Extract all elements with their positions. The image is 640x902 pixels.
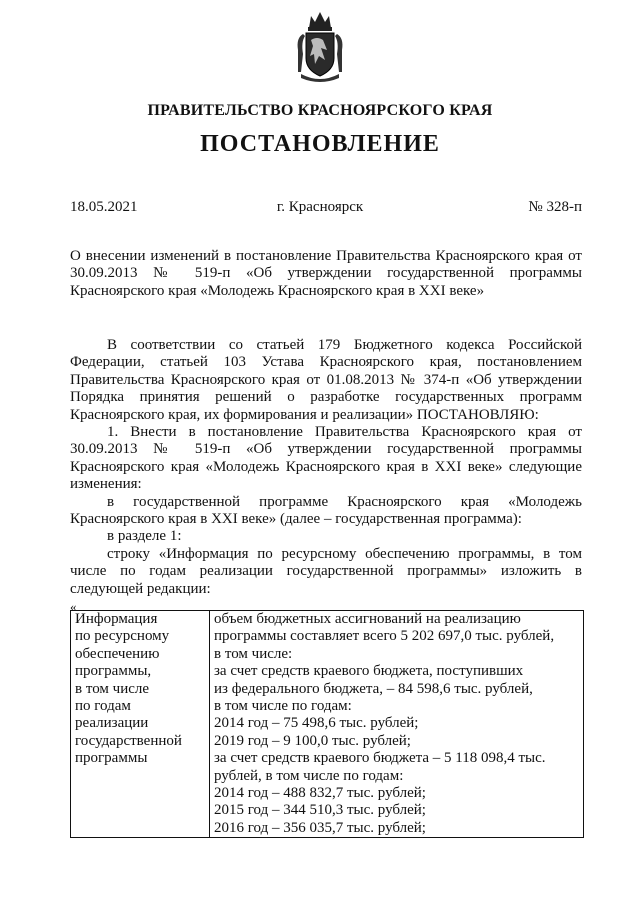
open-quote: « xyxy=(70,599,77,614)
table-cell-value xyxy=(210,611,584,838)
paragraph-program: в государственной программе Красноярского края «Молодежь Красноярского края в XXI веке» (далее – государственная программа): xyxy=(70,493,582,528)
value-line: 2016 год – 356 035,7 тыс. рублей; xyxy=(214,819,426,836)
value-line: в том числе по годам: xyxy=(214,698,352,715)
paragraph-section: в разделе 1: xyxy=(107,528,182,545)
label-line: в том числе xyxy=(75,680,150,697)
label-line: программы, xyxy=(75,663,152,680)
document-date: 18.05.2021 xyxy=(70,199,138,215)
value-line: за счет средств краевого бюджета, поступивших xyxy=(214,663,524,680)
document-city: г. Красноярск xyxy=(276,199,364,215)
document-subject: О внесении изменений в постановление Правительства Красноярского края от 30.09.2013 № 519-п «Об утверждении государственной программы Красноярского края «Молодежь Красноярского края в XXI веке» xyxy=(70,248,582,299)
label-line: Информация xyxy=(75,611,158,627)
document-type: ПОСТАНОВЛЕНИЕ xyxy=(200,131,440,157)
value-line: программы составляет всего 5 202 697,0 тыс. рублей, xyxy=(214,628,555,645)
table-row xyxy=(71,611,584,838)
organization-name: ПРАВИТЕЛЬСТВО КРАСНОЯРСКОГО КРАЯ xyxy=(147,102,493,119)
paragraph-row: строку «Информация по ресурсному обеспечению программы, в том числе по годам реализации государственной программы» изложить в следующей редакции: xyxy=(70,545,582,597)
coat-of-arms-icon xyxy=(295,10,345,84)
document-number: № 328-п xyxy=(528,199,582,215)
paragraph-preamble: В соответствии со статьей 179 Бюджетного кодекса Российской Федерации, статьей 103 Устава Красноярского края, постановлением Правительства Красноярского края от 01.08.2013 № 374-п «Об утверждении Порядка принятия решений о разработке государственных программ Красноярского края, их формирования и реализации» ПОСТАНОВЛЯЮ: xyxy=(70,337,582,423)
value-line: объем бюджетных ассигнований на реализацию xyxy=(214,611,521,627)
label-line: государственной xyxy=(75,732,182,749)
label-line: обеспечению xyxy=(75,645,160,662)
label-line: реализации xyxy=(75,715,149,732)
label-line: по ресурсному xyxy=(75,628,170,645)
resource-table xyxy=(70,610,584,838)
value-line: за счет средств краевого бюджета – 5 118 098,4 тыс. xyxy=(214,750,546,767)
label-line: по годам xyxy=(75,698,131,715)
value-line: 2014 год – 488 832,7 тыс. рублей; xyxy=(214,785,426,802)
table-cell-label xyxy=(71,611,210,838)
value-line: 2014 год – 75 498,6 тыс. рублей; xyxy=(214,715,419,732)
value-line: 2015 год – 344 510,3 тыс. рублей; xyxy=(214,802,426,819)
label-line: программы xyxy=(75,750,148,767)
value-line: в том числе: xyxy=(214,645,293,662)
value-line: рублей, в том числе по годам: xyxy=(214,767,404,784)
value-line: из федерального бюджета, – 84 598,6 тыс. рублей, xyxy=(214,680,533,697)
value-line: 2019 год – 9 100,0 тыс. рублей; xyxy=(214,732,411,749)
document-body xyxy=(70,337,582,598)
paragraph-item-1: 1. Внести в постановление Правительства Красноярского края от 30.09.2013 № 519-п «Об утверждении государственной программы Красноярского края «Молодежь Красноярского края в XXI веке» следующие изменения: xyxy=(70,424,582,493)
